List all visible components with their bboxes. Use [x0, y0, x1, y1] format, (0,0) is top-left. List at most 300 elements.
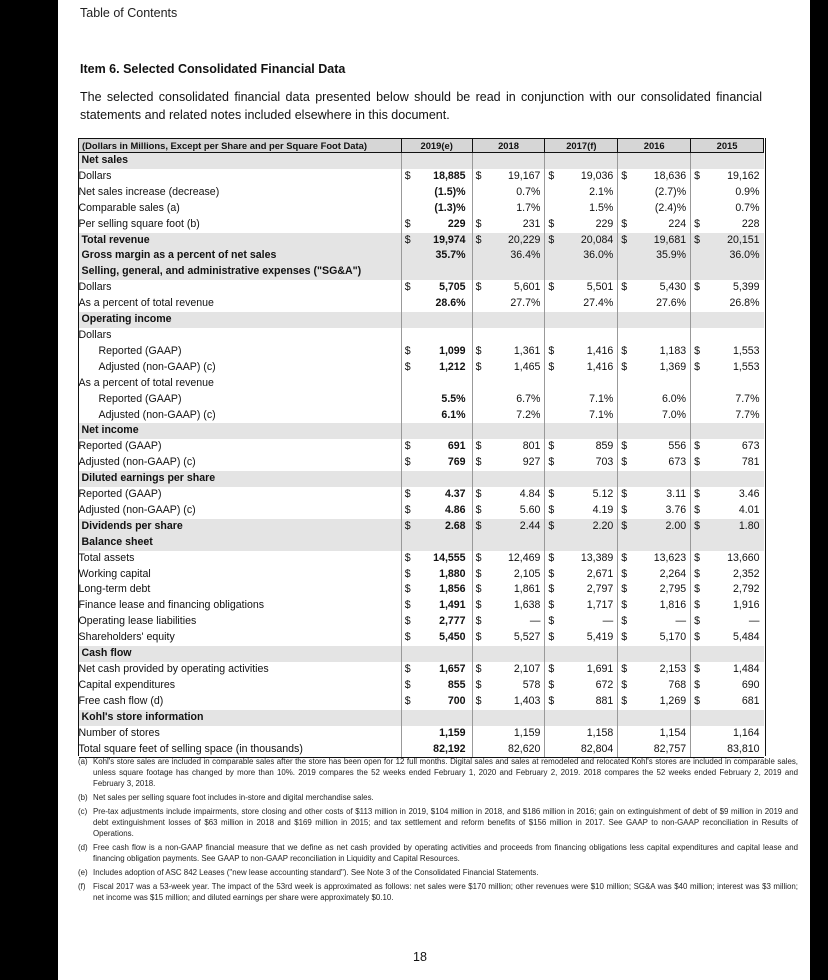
cell-value: 700: [447, 694, 466, 707]
cell-value: 7.2%: [516, 408, 541, 421]
table-row: [79, 264, 764, 280]
footnote-text: Kohl's store sales are included in comparable sales after the store has been open for 12 full months. Digital sales and sales at remodeled and relocated Kohl's stores are included in comparable sales, unless square footage has changed by more than 10%. 2019 compares the 52 weeks ended February 1, 2020 and February 2, 2019. 2018 compares the 52 weeks ended February 2, 2019 and February 3, 2018.: [93, 757, 798, 788]
row-label: Total assets: [78, 551, 135, 564]
table-cell: [545, 280, 618, 296]
row-label: Total revenue: [79, 233, 402, 249]
cell-value: 224: [668, 217, 687, 230]
cell-value: 5,399: [732, 281, 760, 294]
table-cell: [401, 408, 472, 424]
table-cell: [545, 582, 618, 598]
row-label: Shareholders' equity: [78, 631, 175, 644]
cell-value: 673: [668, 456, 687, 469]
cell-value: 5,601: [513, 281, 541, 294]
dollar-sign: $: [694, 488, 701, 501]
cell-value: 2.1%: [589, 185, 614, 198]
cell-value: 1,861: [513, 583, 541, 596]
footnote: [78, 881, 798, 903]
table-cell: [472, 678, 545, 694]
footnote-text: Pre-tax adjustments include impairments, store closing and other costs of $113 million in 2019, $104 million in 2018, and $186 million in 2016; gain on extinguishment of debt of $9 million in 2019 and debt extinguishment losses of $63 million in 2018 and $169 million in 2015; and tax settlement and reform benefits of $156 million in 2017. See GAAP to non-GAAP reconciliation in Results of Operations.: [93, 807, 798, 838]
dollar-sign: $: [621, 519, 628, 532]
table-cell: [618, 630, 691, 646]
dollar-sign: $: [694, 583, 701, 596]
cell-value: 2,352: [732, 567, 760, 580]
dollar-sign: $: [548, 233, 555, 246]
cell-value: 5,170: [659, 631, 687, 644]
table-cell: [545, 392, 618, 408]
table-cell: [472, 726, 545, 742]
table-cell: [401, 392, 472, 408]
table-row: [79, 535, 764, 551]
table-cell: [691, 694, 764, 710]
cell-value: 13,623: [653, 551, 687, 564]
table-cell: [472, 201, 545, 217]
row-label: Reported (GAAP): [98, 392, 182, 405]
row-label: Balance sheet: [79, 535, 402, 551]
dollar-sign: $: [404, 360, 411, 373]
table-row: [79, 360, 764, 376]
cell-value: 28.6%: [435, 297, 466, 310]
cell-value: 19,167: [508, 169, 541, 182]
cell-value: 2,792: [732, 583, 760, 596]
dollar-sign: $: [475, 663, 482, 675]
cell-value: 0.7%: [735, 201, 760, 214]
table-cell: [545, 264, 618, 280]
table-cell: [472, 153, 545, 169]
table-cell: [618, 296, 691, 312]
row-label: Selling, general, and administrative expenses ("SG&A"): [79, 264, 402, 280]
row-label: Dividends per share: [79, 519, 402, 535]
table-cell: [618, 439, 691, 455]
cell-value: 5,527: [513, 631, 541, 644]
cell-value: 1,158: [586, 726, 614, 739]
cell-value: 229: [595, 217, 614, 230]
row-label: Diluted earnings per share: [79, 471, 402, 487]
cell-value: 5,450: [439, 631, 466, 644]
cell-value: 6.1%: [441, 408, 466, 421]
table-cell: [618, 662, 691, 678]
table-cell: [401, 694, 472, 710]
dollar-sign: $: [475, 519, 482, 532]
table-cell: [472, 551, 545, 567]
row-label: Cash flow: [79, 646, 402, 662]
cell-value: (2.4)%: [654, 201, 687, 214]
row-label: Per selling square foot (b): [78, 217, 200, 230]
table-cell: [618, 614, 691, 630]
dollar-sign: $: [621, 503, 628, 516]
footnote-key: (a): [78, 757, 88, 766]
footnote-key: (b): [78, 793, 88, 802]
dollar-sign: $: [475, 567, 482, 580]
table-cell: [618, 248, 691, 264]
dollar-sign: $: [621, 456, 628, 469]
table-cell: [618, 344, 691, 360]
footnote: [78, 792, 798, 803]
dollar-sign: $: [404, 519, 411, 532]
table-cell: [401, 328, 472, 344]
dollar-sign: $: [548, 663, 555, 675]
cell-value: 5,501: [586, 281, 614, 294]
table-cell: [618, 726, 691, 742]
cell-value: 927: [522, 456, 541, 469]
table-row: [79, 248, 764, 264]
table-row: [79, 646, 764, 662]
cell-value: 1,403: [513, 694, 541, 707]
dollar-sign: $: [475, 360, 482, 373]
table-row: [79, 296, 764, 312]
cell-value: 5.12: [592, 488, 614, 501]
table-cell: [545, 408, 618, 424]
row-label: Finance lease and financing obligations: [78, 599, 265, 612]
row-label: Operating income: [79, 312, 402, 328]
cell-value: 1,183: [659, 344, 687, 357]
table-row: [79, 344, 764, 360]
table-cell: [545, 694, 618, 710]
table-cell: [472, 344, 545, 360]
dollar-sign: $: [694, 344, 701, 357]
cell-value: (1.5)%: [434, 185, 466, 198]
table-cell: [545, 312, 618, 328]
cell-value: 20,229: [508, 233, 541, 246]
table-cell: [691, 233, 764, 249]
table-cell: [401, 296, 472, 312]
dollar-sign: $: [548, 631, 555, 644]
table-row: [79, 328, 764, 344]
dollar-sign: $: [404, 217, 411, 230]
table-cell: [401, 535, 472, 551]
table-cell: [472, 567, 545, 583]
table-cell: [545, 471, 618, 487]
cell-value: 36.0%: [729, 249, 760, 262]
table-cell: [472, 408, 545, 424]
cell-value: 2,795: [659, 583, 687, 596]
footnote-key: (f): [78, 882, 86, 891]
cell-value: 0.9%: [735, 185, 760, 198]
table-cell: [691, 455, 764, 471]
table-row: [79, 439, 764, 455]
cell-value: 13,660: [727, 551, 760, 564]
table-cell: [618, 201, 691, 217]
table-cell: [618, 217, 691, 233]
table-cell: [401, 455, 472, 471]
table-cell: [545, 328, 618, 344]
dollar-sign: $: [548, 615, 555, 628]
row-label: Net sales increase (decrease): [78, 185, 220, 198]
table-row: [79, 153, 764, 169]
table-cell: [401, 439, 472, 455]
table-cell: [691, 487, 764, 503]
table-cell: [618, 185, 691, 201]
table-row: [79, 567, 764, 583]
table-cell: [691, 503, 764, 519]
cell-value: 1,416: [586, 344, 614, 357]
table-row: [79, 392, 764, 408]
dollar-sign: $: [548, 360, 555, 373]
cell-value: 4.01: [738, 503, 760, 516]
cell-value: 19,681: [653, 233, 687, 246]
table-cell: [545, 487, 618, 503]
cell-value: 4.37: [444, 488, 466, 501]
footnotes: [78, 756, 798, 906]
dollar-sign: $: [621, 233, 628, 246]
table-cell: [401, 678, 472, 694]
table-cell: [618, 153, 691, 169]
table-cell: [401, 487, 472, 503]
table-cell: [401, 344, 472, 360]
dollar-sign: $: [694, 678, 701, 691]
cell-value: 681: [741, 694, 760, 707]
cell-value: —: [748, 615, 760, 628]
dollar-sign: $: [404, 694, 411, 707]
row-label: Adjusted (non-GAAP) (c): [98, 360, 216, 373]
table-row: [79, 662, 764, 678]
dollar-sign: $: [404, 169, 411, 182]
cell-value: 2,797: [586, 583, 614, 596]
dollar-sign: $: [621, 440, 628, 453]
table-cell: [401, 519, 472, 535]
cell-value: 4.86: [444, 503, 466, 516]
cell-value: 672: [595, 678, 614, 691]
table-cell: [545, 201, 618, 217]
dollar-sign: $: [694, 503, 701, 516]
dollar-sign: $: [475, 281, 482, 294]
table-cell: [691, 217, 764, 233]
table-cell: [691, 471, 764, 487]
table-cell: [618, 455, 691, 471]
dollar-sign: $: [621, 678, 628, 691]
dollar-sign: $: [694, 519, 701, 532]
table-cell: [401, 423, 472, 439]
footnote-text: Net sales per selling square foot includes in-store and digital merchandise sales.: [93, 793, 374, 802]
cell-value: 1,717: [586, 599, 614, 612]
table-row: [79, 551, 764, 567]
table-cell: [618, 169, 691, 185]
table-cell: [545, 678, 618, 694]
cell-value: 27.6%: [656, 297, 687, 310]
table-row: [79, 582, 764, 598]
footnote-text: Free cash flow is a non-GAAP financial measure that we define as net cash provided by operating activities and proceeds from financing obligations less capital expenditures and capital lease and financing obligation payments. See GAAP to non-GAAP reconciliation in Liquidity and Capital Resources.: [93, 843, 798, 863]
cell-value: 26.8%: [729, 297, 760, 310]
dollar-sign: $: [694, 233, 701, 246]
table-cell: [545, 360, 618, 376]
footnote-text: Includes adoption of ASC 842 Leases ("new lease accounting standard"). See Note 3 of the Consolidated Financial Statements.: [93, 868, 539, 877]
table-cell: [545, 217, 618, 233]
table-of-contents-link[interactable]: Table of Contents: [80, 6, 178, 20]
table-cell: [545, 248, 618, 264]
table-cell: [691, 264, 764, 280]
dollar-sign: $: [694, 360, 701, 373]
cell-value: 1,880: [439, 567, 466, 580]
dollar-sign: $: [404, 233, 411, 246]
cell-value: 7.1%: [589, 408, 614, 421]
cell-value: 7.1%: [589, 392, 614, 405]
table-cell: [618, 694, 691, 710]
cell-value: 1,657: [439, 663, 466, 675]
table-cell: [691, 423, 764, 439]
table-cell: [545, 598, 618, 614]
cell-value: 1,856: [439, 583, 466, 596]
table-cell: [618, 535, 691, 551]
table-cell: [401, 360, 472, 376]
row-label: Gross margin as a percent of net sales: [79, 248, 402, 264]
table-row: [79, 455, 764, 471]
dollar-sign: $: [475, 503, 482, 516]
table-cell: [618, 360, 691, 376]
table-cell: [545, 726, 618, 742]
table-cell: [401, 280, 472, 296]
cell-value: 18,636: [653, 169, 687, 182]
table-cell: [618, 646, 691, 662]
row-label: Net cash provided by operating activities: [78, 663, 269, 675]
table-cell: [691, 280, 764, 296]
table-cell: [472, 185, 545, 201]
cell-value: —: [529, 615, 541, 628]
table-cell: [401, 217, 472, 233]
table-cell: [401, 201, 472, 217]
row-label: Adjusted (non-GAAP) (c): [78, 503, 196, 516]
dollar-sign: $: [404, 599, 411, 612]
table-cell: [618, 503, 691, 519]
table-cell: [401, 376, 472, 392]
cell-value: 82,620: [508, 742, 541, 755]
table-row: [79, 376, 764, 392]
table-cell: [472, 392, 545, 408]
column-header: (Dollars in Millions, Except per Share and per Square Foot Data): [79, 139, 402, 153]
cell-value: 1.5%: [589, 201, 614, 214]
table-cell: [618, 280, 691, 296]
dollar-sign: $: [404, 440, 411, 453]
cell-value: 82,757: [653, 742, 687, 755]
cell-value: 1,638: [513, 599, 541, 612]
table-cell: [472, 662, 545, 678]
row-label: Number of stores: [78, 726, 160, 739]
dollar-sign: $: [475, 551, 482, 564]
dollar-sign: $: [694, 694, 701, 707]
dollar-sign: $: [475, 488, 482, 501]
footnote: [78, 806, 798, 839]
dollar-sign: $: [475, 440, 482, 453]
dollar-sign: $: [404, 663, 411, 675]
cell-value: 7.7%: [735, 408, 760, 421]
table-cell: [691, 376, 764, 392]
dollar-sign: $: [548, 488, 555, 501]
cell-value: 881: [595, 694, 614, 707]
dollar-sign: $: [548, 169, 555, 182]
row-label: Reported (GAAP): [78, 440, 162, 453]
dollar-sign: $: [694, 456, 701, 469]
cell-value: 35.7%: [435, 249, 466, 262]
cell-value: —: [602, 615, 614, 628]
dollar-sign: $: [621, 281, 628, 294]
row-label: Free cash flow (d): [78, 694, 164, 707]
cell-value: 20,151: [727, 233, 760, 246]
table-cell: [472, 519, 545, 535]
table-row: [79, 185, 764, 201]
table-cell: [618, 328, 691, 344]
cell-value: 1,416: [586, 360, 614, 373]
dollar-sign: $: [694, 440, 701, 453]
table-cell: [691, 296, 764, 312]
cell-value: 1,159: [439, 726, 466, 739]
table-cell: [401, 503, 472, 519]
cell-value: 6.7%: [516, 392, 541, 405]
table-cell: [472, 233, 545, 249]
table-cell: [545, 185, 618, 201]
document-page: [58, 0, 810, 980]
dollar-sign: $: [621, 663, 628, 675]
row-label: Operating lease liabilities: [78, 615, 197, 628]
table-cell: [472, 503, 545, 519]
table-cell: [401, 646, 472, 662]
dollar-sign: $: [548, 217, 555, 230]
cell-value: 2.20: [592, 519, 614, 532]
table-cell: [618, 376, 691, 392]
table-row: [79, 217, 764, 233]
table-row: [79, 710, 764, 726]
table-cell: [401, 233, 472, 249]
table-row: [79, 598, 764, 614]
table-row: [79, 630, 764, 646]
page-number: 18: [413, 950, 427, 964]
cell-value: 1,361: [513, 344, 541, 357]
cell-value: 801: [522, 440, 541, 453]
dollar-sign: $: [621, 488, 628, 501]
dollar-sign: $: [548, 599, 555, 612]
cell-value: 2,777: [439, 615, 466, 628]
table-cell: [401, 726, 472, 742]
table-cell: [618, 471, 691, 487]
table-cell: [401, 614, 472, 630]
intro-paragraph: The selected consolidated financial data presented below should be read in conjunction with our consolidated financial statements and related notes included elsewhere in this document.: [80, 90, 762, 122]
row-label: As a percent of total revenue: [78, 297, 214, 310]
cell-value: 4.19: [592, 503, 614, 516]
cell-value: 2,671: [586, 567, 614, 580]
cell-value: 19,162: [727, 169, 760, 182]
table-cell: [618, 408, 691, 424]
dollar-sign: $: [404, 456, 411, 469]
table-header-row: [79, 139, 764, 153]
footnote: [78, 756, 798, 789]
cell-value: 2,153: [659, 663, 687, 675]
cell-value: 1,491: [439, 599, 466, 612]
table-cell: [401, 630, 472, 646]
table-row: [79, 487, 764, 503]
cell-value: 768: [668, 678, 687, 691]
table-cell: [545, 153, 618, 169]
cell-value: 3.46: [738, 488, 760, 501]
cell-value: 5,419: [586, 631, 614, 644]
cell-value: 6.0%: [661, 392, 687, 405]
row-label: Total square feet of selling space (in thousands): [79, 742, 402, 758]
table-cell: [618, 392, 691, 408]
row-label: Adjusted (non-GAAP) (c): [98, 408, 216, 421]
table-row: [79, 169, 764, 185]
cell-value: 3.76: [665, 503, 687, 516]
row-label: As a percent of total revenue: [78, 376, 214, 389]
cell-value: 5,430: [659, 281, 687, 294]
table-row: [79, 519, 764, 535]
table-row: [79, 678, 764, 694]
table-cell: [401, 598, 472, 614]
table-cell: [545, 519, 618, 535]
cell-value: 36.0%: [583, 249, 614, 262]
dollar-sign: $: [621, 344, 628, 357]
table-cell: [691, 710, 764, 726]
table-cell: [691, 248, 764, 264]
table-cell: [472, 630, 545, 646]
footnote-text: Fiscal 2017 was a 53-week year. The impact of the 53rd week is approximated as follows: net sales were $170 million; other revenues were $10 million; SG&A was $40 million; interest was $3 million; net income was $15 million; and diluted earnings per share were approximately $0.10.: [93, 882, 798, 902]
cell-value: 1,269: [659, 694, 687, 707]
table-cell: [545, 535, 618, 551]
